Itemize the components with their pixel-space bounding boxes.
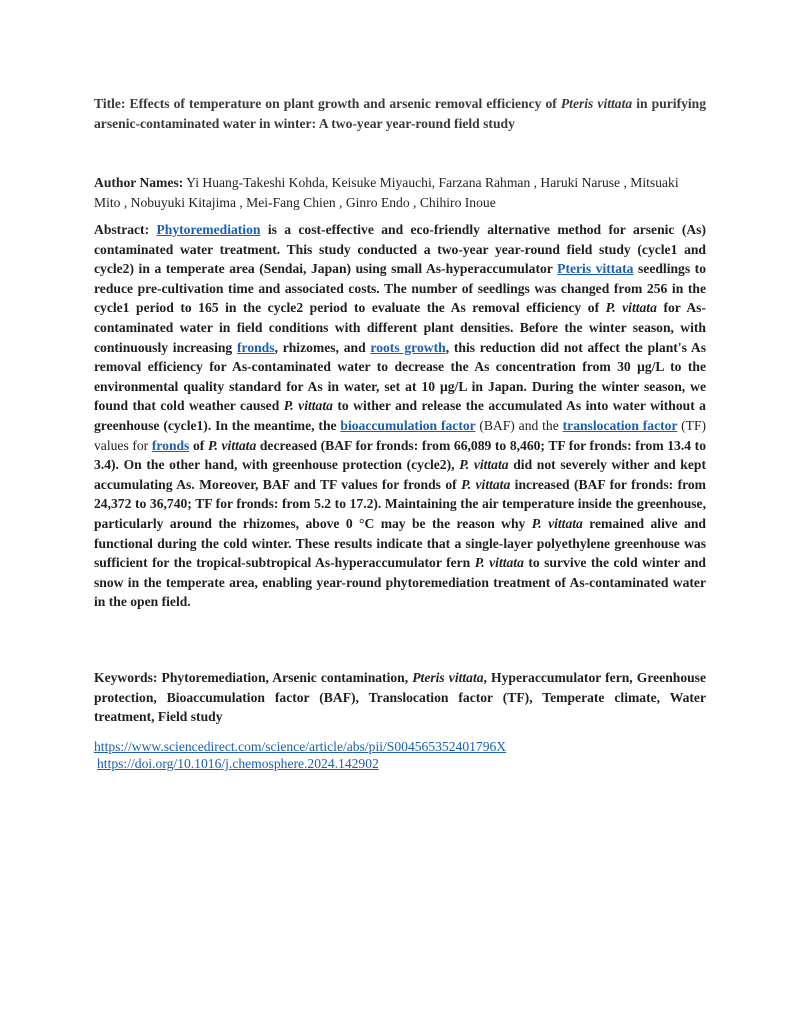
link-phytoremediation[interactable]: Phytoremediation bbox=[156, 222, 261, 237]
title-text-after: in purifying arsenic-contaminated water in winter: A two-year year-round field study bbox=[94, 96, 707, 131]
link-fronds[interactable]: fronds bbox=[151, 437, 190, 453]
species-name: P. vittata bbox=[283, 398, 333, 414]
species-name: P. vittata bbox=[461, 476, 511, 492]
paper-title bbox=[94, 94, 706, 133]
author-names bbox=[94, 173, 706, 212]
abstract-text: remained alive and functional during the cold winter. These results indicate that a single-layer polyethylene greenhouse was sufficient for the tropical-subtropical As-hyperaccumulator fern bbox=[94, 515, 706, 571]
authors-list: Yi Huang-Takeshi Kohda, Keisuke Miyauchi, Farzana Rahman , Haruki Naruse , Mitsuaki Mito , Nobuyuki Kitajima , Mei-Fang Chien , Ginro Endo , Chihiro Inoue bbox=[94, 175, 679, 210]
abstract-text: to wither and release the accumulated As into water without a greenhouse (cycle1). In the meantime, the bbox=[94, 398, 706, 433]
species-name: P. vittata bbox=[605, 300, 657, 316]
species-name: Pteris vittata bbox=[412, 670, 484, 685]
link-bioaccumulation-factor[interactable]: bioaccumulation factor bbox=[340, 417, 476, 433]
abstract-label: Abstract: bbox=[94, 222, 150, 237]
abstract bbox=[94, 220, 706, 612]
abstract-text: , rhizomes, and bbox=[274, 339, 366, 355]
abstract-text: to survive the cold winter and snow in the temperate area, enabling year-round phytoremediation treatment of As-contaminated water in the open field. bbox=[94, 555, 706, 610]
title-text-before: Effects of temperature on plant growth and arsenic removal efficiency of bbox=[129, 96, 557, 111]
species-name: P. vittata bbox=[207, 437, 257, 453]
abstract-text: is a cost-effective and eco-friendly alternative method for arsenic (As) contaminated water treatment. This study conducted a two-year year-round field study (cycle1 and cycle2) in a temperate area (Sendai, Japan) using small As-hyperaccumulator bbox=[94, 222, 706, 277]
species-name: P. vittata bbox=[459, 457, 509, 473]
link-translocation-factor[interactable]: translocation factor bbox=[562, 417, 678, 433]
link-fronds[interactable]: fronds bbox=[237, 339, 275, 355]
abstract-text: decreased (BAF for fronds: from 66,089 to 8,460; TF for fronds: from 13.4 to 3.4). On the other hand, with greenhouse protection (cycle2), bbox=[94, 437, 706, 473]
keywords bbox=[94, 668, 706, 727]
keywords-text: Phytoremediation, Arsenic contamination, bbox=[161, 670, 409, 685]
keywords-label: Keywords: bbox=[94, 670, 158, 685]
species-name: P. vittata bbox=[474, 555, 524, 571]
keywords-text: , Hyperaccumulator fern, Greenhouse protection, Bioaccumulation factor (BAF), Translocation factor (TF), Temperate climate, Water treatment, Field study bbox=[94, 670, 707, 725]
abstract-text: did not severely wither and kept accumulating As. Moreover, BAF and TF values for fronds of bbox=[94, 457, 706, 492]
reference-links bbox=[94, 738, 706, 772]
title-species: Pteris vittata bbox=[560, 96, 633, 111]
abstract-text: seedlings to reduce pre-cultivation time and associated costs. The number of seedlings was changed from 256 in the cycle1 period to 165 in the cycle2 period to evaluate the As removal efficiency of bbox=[94, 261, 707, 316]
abstract-text: increased (BAF for fronds: from 24,372 to 36,740; TF for fronds: from 5.2 to 17.2). Maintaining the air temperature inside the greenhouse, particularly around the rhizomes, above 0 °C may be the reason why bbox=[94, 476, 707, 531]
link-roots-growth[interactable]: roots growth bbox=[370, 339, 446, 355]
species-name: P. vittata bbox=[531, 515, 583, 531]
abstract-text: of bbox=[192, 437, 205, 453]
authors-label: Author Names: bbox=[94, 175, 184, 190]
doi-link[interactable]: https://doi.org/10.1016/j.chemosphere.2024.142902 bbox=[97, 756, 379, 771]
title-label: Title: bbox=[94, 96, 126, 111]
abstract-text: for As-contaminated water in field conditions with different plant densities. Before the winter season, with continuously increasing bbox=[94, 300, 706, 355]
abstract-text: , this reduction did not affect the plant's As removal efficiency for As-contaminated water to decrease the As concentration from 30 μg/L to the environmental quality standard for As in water, set at 10 μg/L in Japan. During the winter season, we found that cold weather caused bbox=[94, 339, 707, 414]
link-pteris-vittata[interactable]: Pteris vittata bbox=[557, 261, 634, 277]
sciencedirect-link[interactable]: https://www.sciencedirect.com/science/article/abs/pii/S004565352401796X bbox=[94, 739, 507, 754]
abstract-text: (TF) values for bbox=[94, 417, 707, 453]
abstract-text: (BAF) and the bbox=[479, 417, 559, 433]
